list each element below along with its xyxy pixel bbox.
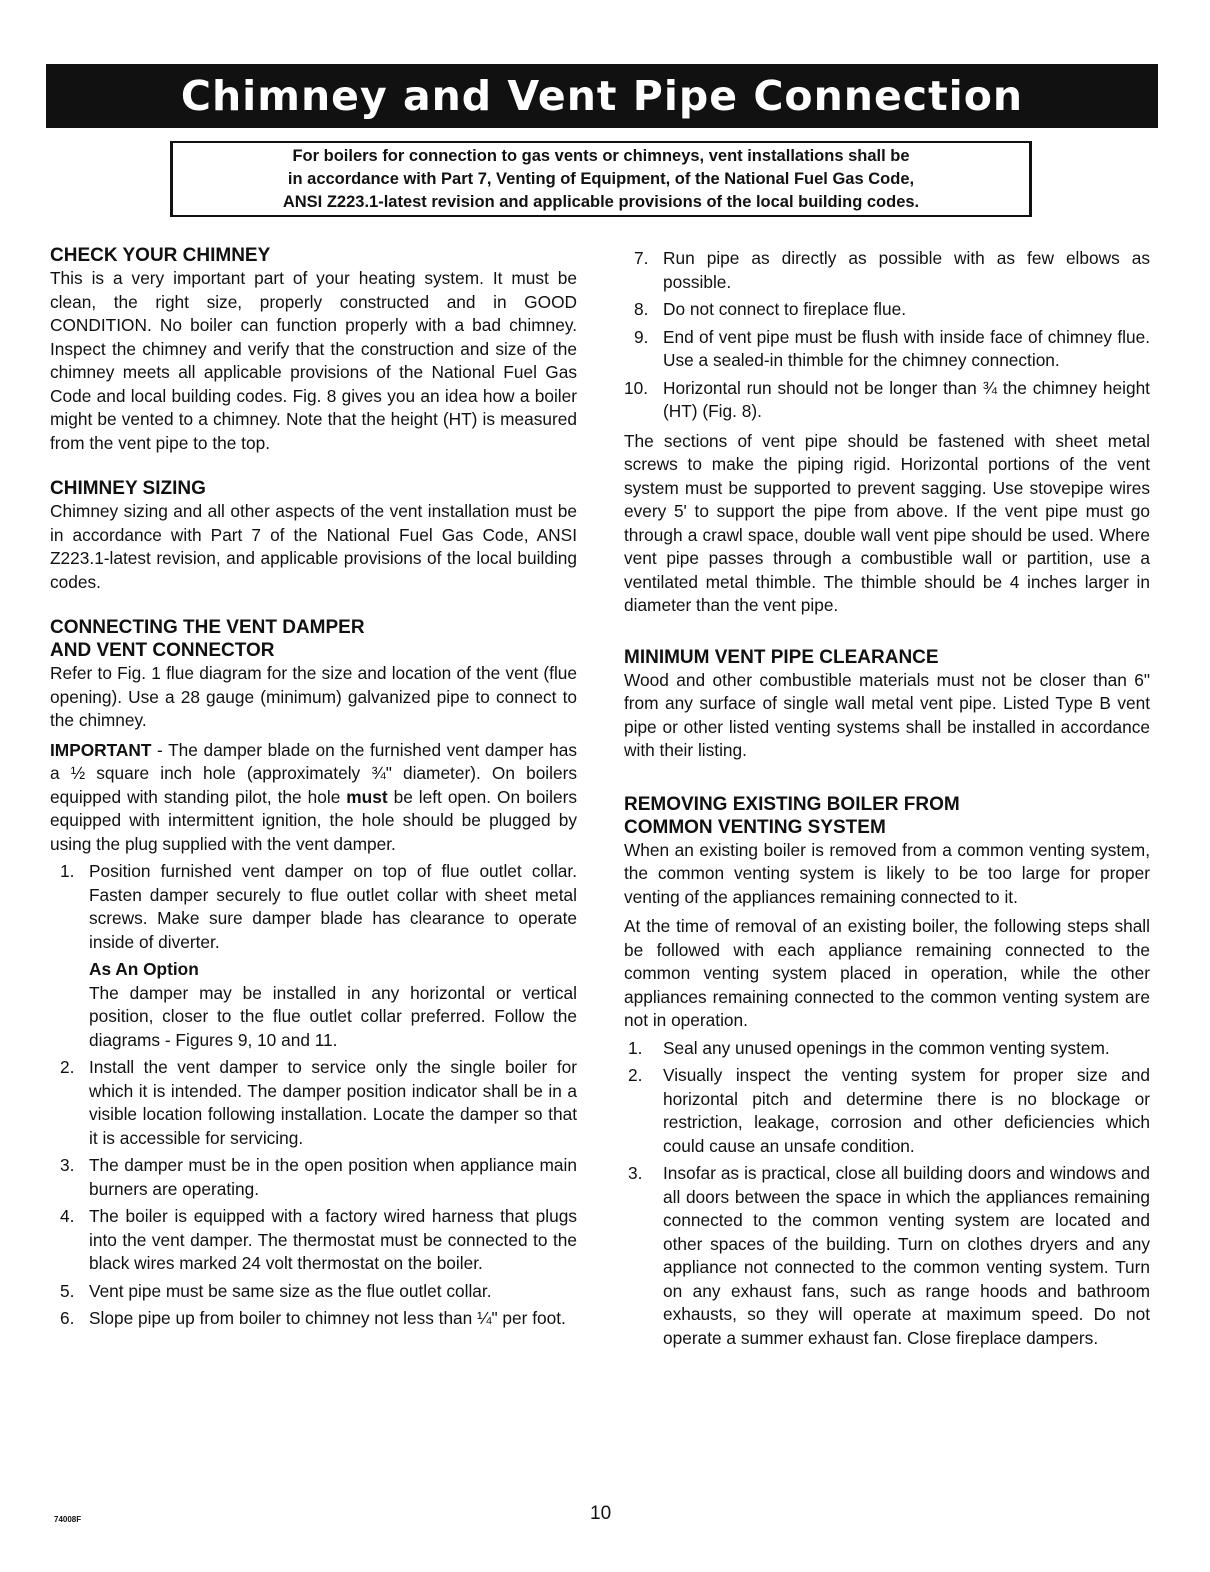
section-heading — [624, 793, 1150, 839]
left-column — [50, 244, 577, 1331]
step-number: 1. — [60, 861, 75, 881]
heading-line: CONNECTING THE VENT DAMPER — [50, 617, 365, 638]
step-text: Run pipe as directly as possible with as few elbows as possible. — [663, 248, 1150, 292]
step-number: 9. — [634, 326, 649, 347]
step-text: Install the vent damper to service only the single boiler for which it is intended. The damper position indicator shall be in a visible location following installation. Locate the damper so that it is accessible for servicing. — [89, 1057, 577, 1148]
step-text: Position furnished vent damper on top of flue outlet collar. Fasten damper securely to flue outlet collar with sheet metal screws. Make sure damper blade has clearance to operate inside of diverter. — [89, 861, 577, 952]
code-notice-box — [170, 141, 1032, 217]
step-number: 2. — [628, 1065, 643, 1085]
step-number: 10. — [624, 377, 649, 398]
list-item — [624, 1037, 1150, 1061]
check-chimney-section — [50, 244, 577, 455]
option-text: The damper may be installed in any horizontal or vertical position, closer to the flue outlet collar preferred. Follow the diagrams - Figures 9, 10 and 11. — [89, 982, 577, 1050]
step-text: Insofar as is practical, close all building doors and windows and all doors between the space in which the appliances remaining connected to the common venting system are located and other spaces of the building. Turn on clothes dryers and any appliance not connected to the common venting system. Turn on any exhaust fans, such as range hoods and bathroom exhausts, so they will operate at maximum speed. Do not operate a summer exhaust fan. Close fireplace dampers. — [663, 1163, 1150, 1348]
damper-steps-list-continued — [624, 247, 1150, 424]
step-number: 8. — [634, 299, 649, 319]
paragraph: When an existing boiler is removed from a common venting system, the common venting system is likely to be too large for proper venting of the appliances remaining connected to it. — [624, 839, 1150, 907]
list-item — [624, 326, 1150, 373]
section-heading: MINIMUM VENT PIPE CLEARANCE — [624, 646, 939, 668]
vent-damper-section — [50, 616, 577, 1331]
removing-boiler-section — [624, 793, 1150, 1351]
page-title-banner — [46, 64, 1158, 128]
option-heading: As An Option — [89, 959, 199, 979]
heading-line: AND VENT CONNECTOR — [50, 640, 275, 661]
notice-line: ANSI Z223.1-latest revision and applicable provisions of the local building codes. — [282, 193, 920, 211]
section-heading: CHECK YOUR CHIMNEY — [50, 245, 271, 266]
list-item — [624, 247, 1150, 294]
step-text: End of vent pipe must be flush with inside face of chimney flue. Use a sealed-in thimble for the chimney connection. — [663, 326, 1150, 370]
paragraph: This is a very important part of your heating system. It must be clean, the right size, properly constructed and in GOOD CONDITION. No boiler can function properly with a bad chimney. Inspect the chimney and verify that the construction and size of the chimney meets all applicable provisions of the National Fuel Gas Code and local building codes. Fig. 8 gives you an idea how a boiler might be vented to a chimney. Note that the height (HT) is measured from the vent pipe to the top. — [50, 268, 577, 453]
step-number: 2. — [60, 1057, 75, 1077]
right-column — [624, 247, 1150, 1350]
list-item — [624, 1162, 1150, 1350]
document-code: 74008F — [54, 1515, 82, 1524]
list-item — [50, 1154, 577, 1201]
list-item — [624, 377, 1150, 424]
step-number: 3. — [628, 1163, 643, 1183]
step-text: Vent pipe must be same size as the flue outlet collar. — [89, 1280, 492, 1301]
notice-line: in accordance with Part 7, Venting of Equipment, of the National Fuel Gas Code, — [287, 170, 915, 188]
chimney-sizing-section — [50, 477, 577, 594]
section-heading — [50, 616, 577, 662]
paragraph: Chimney sizing and all other aspects of the vent installation must be in accordance with Part 7 of the National Fuel Gas Code, ANSI Z223.1-latest revision, and applicable provisions of the local building codes. — [50, 501, 577, 592]
step-number: 5. — [60, 1280, 75, 1301]
important-text: be left open. On boilers equipped with intermittent ignition, the hole should be plugged by using the plug supplied with the vent damper. — [50, 786, 577, 854]
list-item — [50, 1307, 577, 1331]
step-text: Seal any unused openings in the common venting system. — [663, 1037, 1110, 1058]
emphasis-must: must — [346, 786, 388, 807]
damper-steps-list — [50, 860, 577, 1331]
clearance-section — [624, 646, 1150, 763]
step-number: 6. — [60, 1308, 75, 1328]
important-text: - The damper blade on the furnished vent damper has a ½ square inch hole (approximately ¾" diameter). On boilers equipped with standing pilot, the hole — [50, 739, 577, 807]
paragraph: Wood and other combustible materials must not be closer than 6" from any surface of single wall metal vent pipe. Listed Type B vent pipe or other listed venting systems shall be installed in accordance with their listing. — [624, 669, 1150, 760]
step-number: 4. — [60, 1206, 75, 1226]
step-number: 7. — [634, 248, 649, 268]
step-text: The damper must be in the open position when appliance main burners are operating. — [89, 1155, 577, 1199]
step-number: 3. — [60, 1155, 75, 1175]
list-item — [50, 1205, 577, 1276]
list-item — [50, 1280, 577, 1304]
heading-line: REMOVING EXISTING BOILER FROM — [624, 793, 960, 815]
list-item — [50, 1056, 577, 1150]
important-label: IMPORTANT — [50, 739, 152, 760]
step-text: Slope pipe up from boiler to chimney not less than ¼" per foot. — [89, 1308, 566, 1328]
step-number: 1. — [628, 1037, 643, 1058]
notice-line: For boilers for connection to gas vents or chimneys, vent installations shall be — [292, 147, 910, 165]
step-text: The boiler is equipped with a factory wired harness that plugs into the vent damper. The thermostat must be connected to the black wires marked 24 volt thermostat on the boiler. — [89, 1206, 577, 1273]
list-item — [624, 298, 1150, 322]
step-text: Horizontal run should not be longer than ¾ the chimney height (HT) (Fig. 8). — [663, 377, 1150, 421]
page-number: 10 — [590, 1503, 612, 1524]
paragraph: The sections of vent pipe should be fastened with sheet metal screws to make the piping rigid. Horizontal portions of the vent system must be supported to prevent sagging. Use stovepipe wires every 5' to support the pipe from above. If the vent pipe must go through a crawl space, double wall vent pipe should be used. Where vent pipe passes through a combustible wall or partition, use a ventilated metal thimble. The thimble should be 4 inches larger in diameter than the vent pipe. — [624, 430, 1150, 615]
step-text: Visually inspect the venting system for proper size and horizontal pitch and determine there is no blockage or restriction, leakage, corrosion and other deficiencies which could cause an unsafe condition. — [663, 1065, 1150, 1156]
page-title: Chimney and Vent Pipe Connection — [180, 72, 1024, 120]
paragraph: Refer to Fig. 1 flue diagram for the size and location of the vent (flue opening). Use a 28 gauge (minimum) galvanized pipe to connect to the chimney. — [50, 663, 577, 730]
list-item — [50, 860, 577, 1052]
paragraph: At the time of removal of an existing boiler, the following steps shall be followed with each appliance remaining connected to the common venting system placed in operation, while the other appliances remaining connected to the common venting system are not in operation. — [624, 916, 1150, 1030]
step-text: Do not connect to fireplace flue. — [663, 299, 907, 319]
removal-steps-list — [624, 1037, 1150, 1351]
heading-line: COMMON VENTING SYSTEM — [624, 816, 886, 838]
section-heading: CHIMNEY SIZING — [50, 478, 206, 499]
list-item — [624, 1064, 1150, 1158]
important-paragraph — [50, 739, 577, 857]
